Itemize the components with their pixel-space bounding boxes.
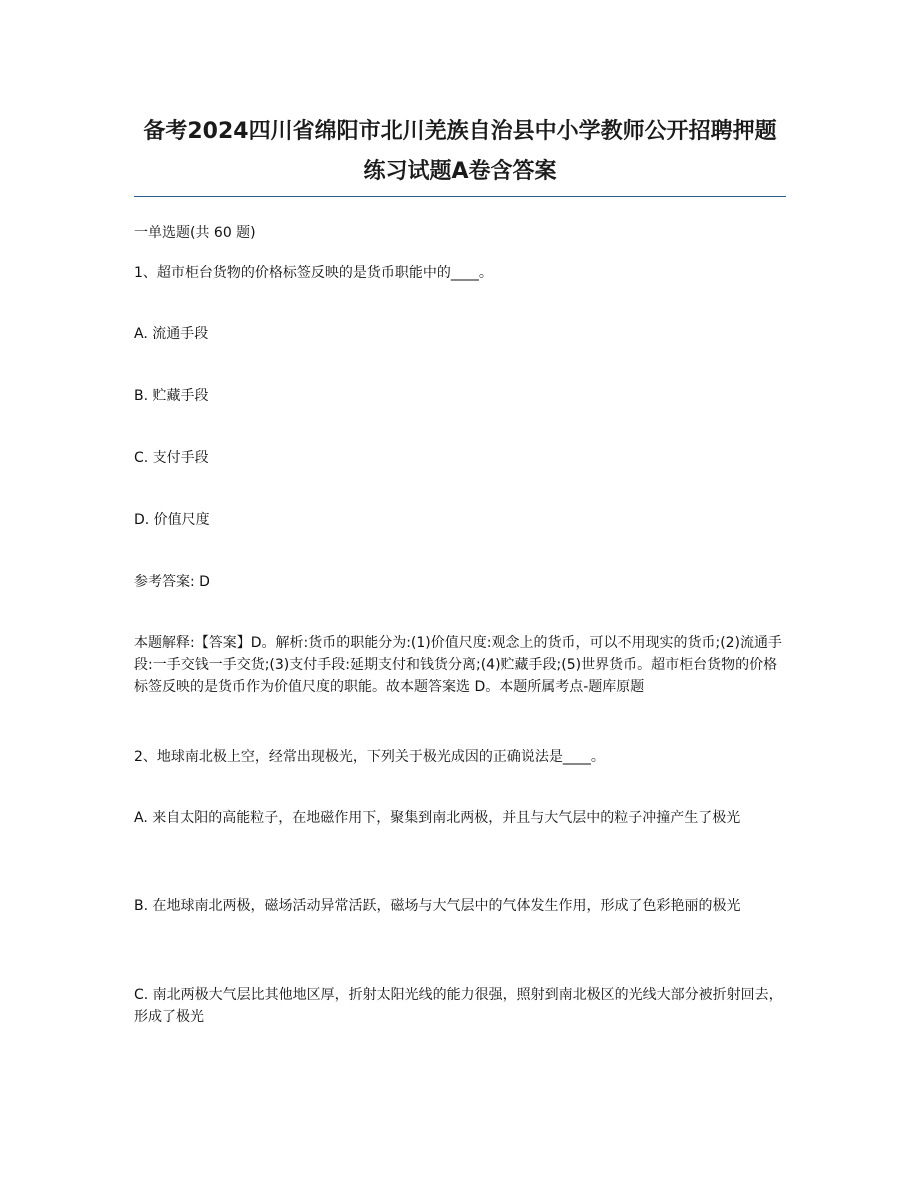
question-1-option-b: B. 贮藏手段	[134, 388, 209, 404]
question-2-option-b: B. 在地球南北两极，磁场活动异常活跃，磁场与大气层中的气体发生作用，形成了色彩艳丽的极光	[134, 898, 741, 914]
question-1-answer: 参考答案: D	[134, 574, 210, 590]
question-2-option-c: C. 南北两极大气层比其他地区厚，折射太阳光线的能力很强，照射到南北极区的光线大部分被折射回去，形成了极光	[134, 987, 783, 1025]
question-2-option-a: A. 来自太阳的高能粒子，在地磁作用下，聚集到南北两极，并且与大气层中的粒子冲撞产生了极光	[134, 810, 741, 826]
question-1-option-d: D. 价值尺度	[134, 512, 210, 528]
question-1-option-a: A. 流通手段	[134, 326, 209, 342]
document-title: 备考2024四川省绵阳市北川羌族自治县中小学教师公开招聘押题练习试题A卷含答案	[143, 119, 777, 184]
question-1-option-c: C. 支付手段	[134, 450, 209, 466]
question-2-stem: 2、地球南北极上空，经常出现极光，下列关于极光成因的正确说法是____。	[134, 749, 605, 765]
question-1-stem: 1、超市柜台货物的价格标签反映的是货币职能中的____。	[134, 265, 493, 281]
question-1-explanation: 本题解释:【答案】D。解析:货币的职能分为:(1)价值尺度:观念上的货币，可以不用现实的货币;(2)流通手段:一手交钱一手交货;(3)支付手段:延期支付和钱货分离;(4)贮藏手段;(5)世界货币。超市柜台货物的价格标签反映的是货币作为价值尺度的职能。故本题答案选 D。本题所属考点-题库原题	[134, 635, 783, 695]
title-divider	[134, 196, 786, 197]
section-heading: 一单选题(共 60 题)	[134, 225, 256, 241]
